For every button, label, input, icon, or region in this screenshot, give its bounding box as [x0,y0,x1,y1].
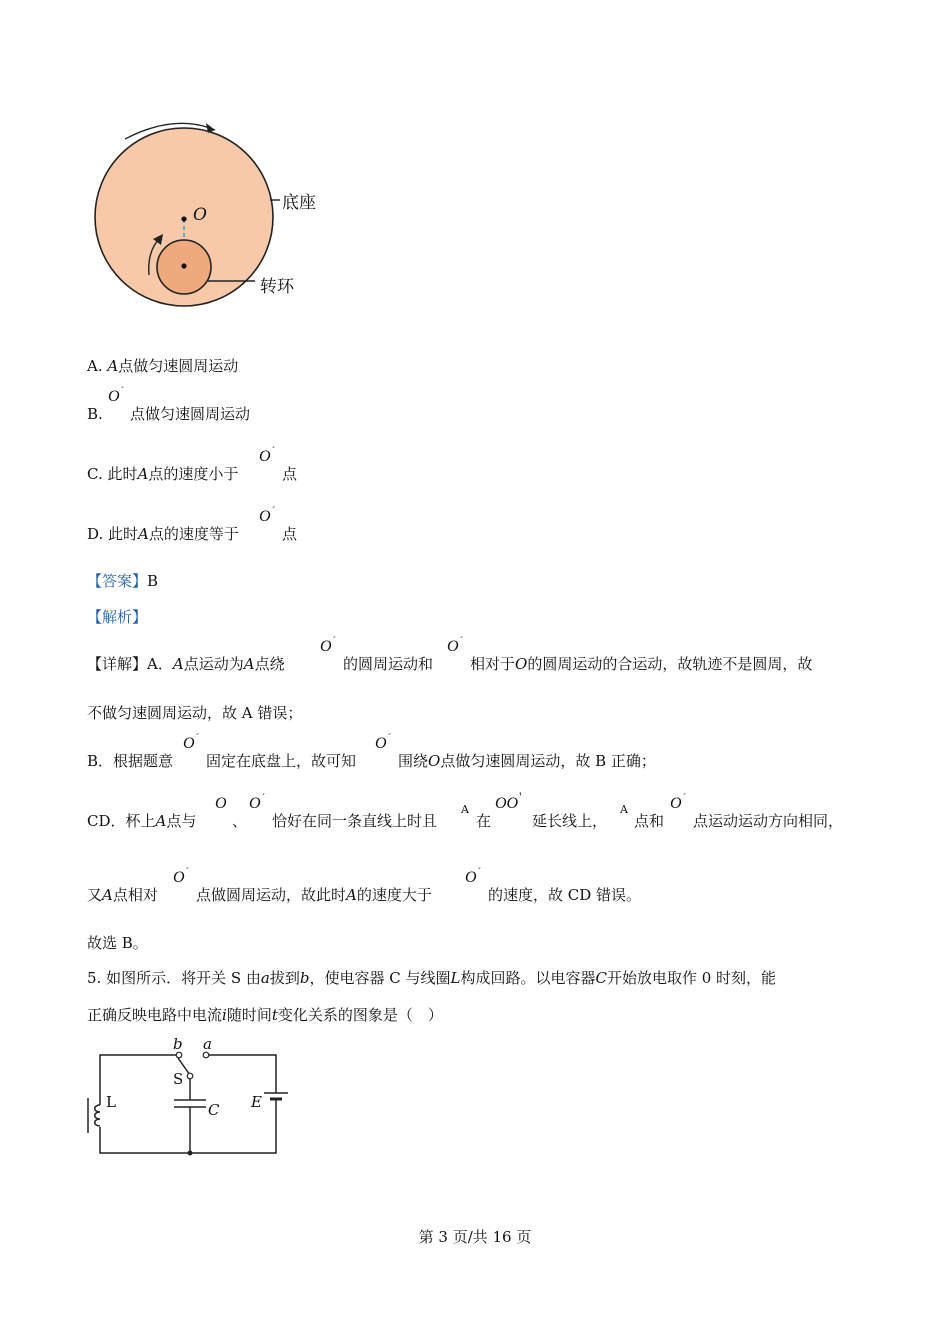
detail-l4-small-a-2: A [620,803,628,816]
label-ring: 转环 [260,277,294,297]
option-c-o-prime: O´ [259,445,276,465]
center-o-dot [181,216,186,221]
detail-l5-o-prime-2: O´ [465,866,482,886]
circuit-label-a: a [203,1035,212,1053]
analysis-label: 【解析】 [87,608,148,626]
option-c: C. 此时A点的速度小于 [87,465,239,483]
detail-line-1a: 【详解】A．A点运动为A点绕 [87,655,285,673]
terminal-b [176,1052,182,1058]
detail-line-1b: 的圆周运动和 [343,655,434,673]
detail-l3-o-prime-2: O´ [375,732,392,752]
circuit-wire-right-bottom [100,1107,276,1153]
detail-line-2: 不做匀速圆周运动，故 A 错误； [87,704,303,722]
junction-dot [188,1151,193,1156]
detail-line-4a: CD．杯上A点与 [87,812,197,830]
circuit-label-s: S [173,1070,184,1088]
option-d: D. 此时A点的速度等于 [87,525,239,543]
circuit-label-e: E [251,1093,262,1111]
option-d-tail: 点 [282,525,298,543]
circuit-label-c: C [208,1101,220,1119]
detail-line-1c: 相对于O的圆周运动的合运动，故轨迹不是圆周，故 [470,655,813,673]
circuit-wire-right-top [208,1055,276,1093]
option-a: A. A点做匀速圆周运动 [87,357,239,375]
detail-line-4-sep: 、 [232,812,248,830]
detail-l3-o-prime-1: O´ [183,732,200,752]
page-footer: 第 3 页/共 16 页 [418,1228,532,1246]
center-o-prime-dot [181,263,186,268]
option-c-tail: 点 [282,465,298,483]
detail-line-3c: 围绕O点做匀速圆周运动，故 B 正确； [398,752,656,770]
detail-l1-o-prime-1: O´ [320,635,337,655]
label-o: O [193,205,207,225]
answer-line: 【答案】B [87,572,159,590]
inductor-coil [95,1105,100,1126]
detail-l4-o-prime-2: O´ [670,792,687,812]
detail-line-6: 故选 B。 [87,934,148,952]
q5-line-1: 5. 如图所示．将开关 S 由a拔到b，使电容器 C 与线圈L构成回路。以电容器C开始放电取作 0 时刻，能 [87,969,777,987]
terminal-a [203,1052,209,1058]
circuit-label-l: L [106,1093,116,1111]
detail-line-3a: B．根据题意 [87,752,174,770]
switch-pivot [187,1073,193,1079]
label-base: 底座 [282,193,316,213]
turntable-figure [80,115,340,315]
option-b-o-prime: O´ [108,385,125,405]
detail-line-5c: 的速度，故 CD 错误。 [488,886,642,904]
detail-line-4e: 点和 [634,812,665,830]
detail-line-4f: 点运动运动方向相同， [693,812,844,830]
option-b-prefix: B. [87,405,103,423]
detail-l4-oo-prime: OO' [495,789,522,812]
detail-l4-o: O [215,795,227,812]
detail-l4-small-a-1: A [461,803,469,816]
detail-l4-o-prime-1: O´ [249,792,266,812]
circuit-label-b: b [173,1035,183,1053]
detail-line-5b: 点做圆周运动，故此时A的速度大于 [196,886,432,904]
option-d-o-prime: O´ [259,505,276,525]
detail-l5-o-prime-1: O´ [173,866,190,886]
option-b-text: 点做匀速圆周运动 [130,405,251,423]
detail-l1-o-prime-2: O´ [447,635,464,655]
detail-line-3b: 固定在底盘上，故可知 [206,752,357,770]
q5-line-2: 正确反映电路中电流i随时间t变化关系的图象是（ ） [87,1006,443,1024]
detail-line-4b: 恰好在同一条直线上时且 [272,812,438,830]
detail-line-4c: 在 [476,812,492,830]
detail-line-5a: 又A点相对 [87,886,158,904]
detail-line-4d: 延长线上， [532,812,608,830]
